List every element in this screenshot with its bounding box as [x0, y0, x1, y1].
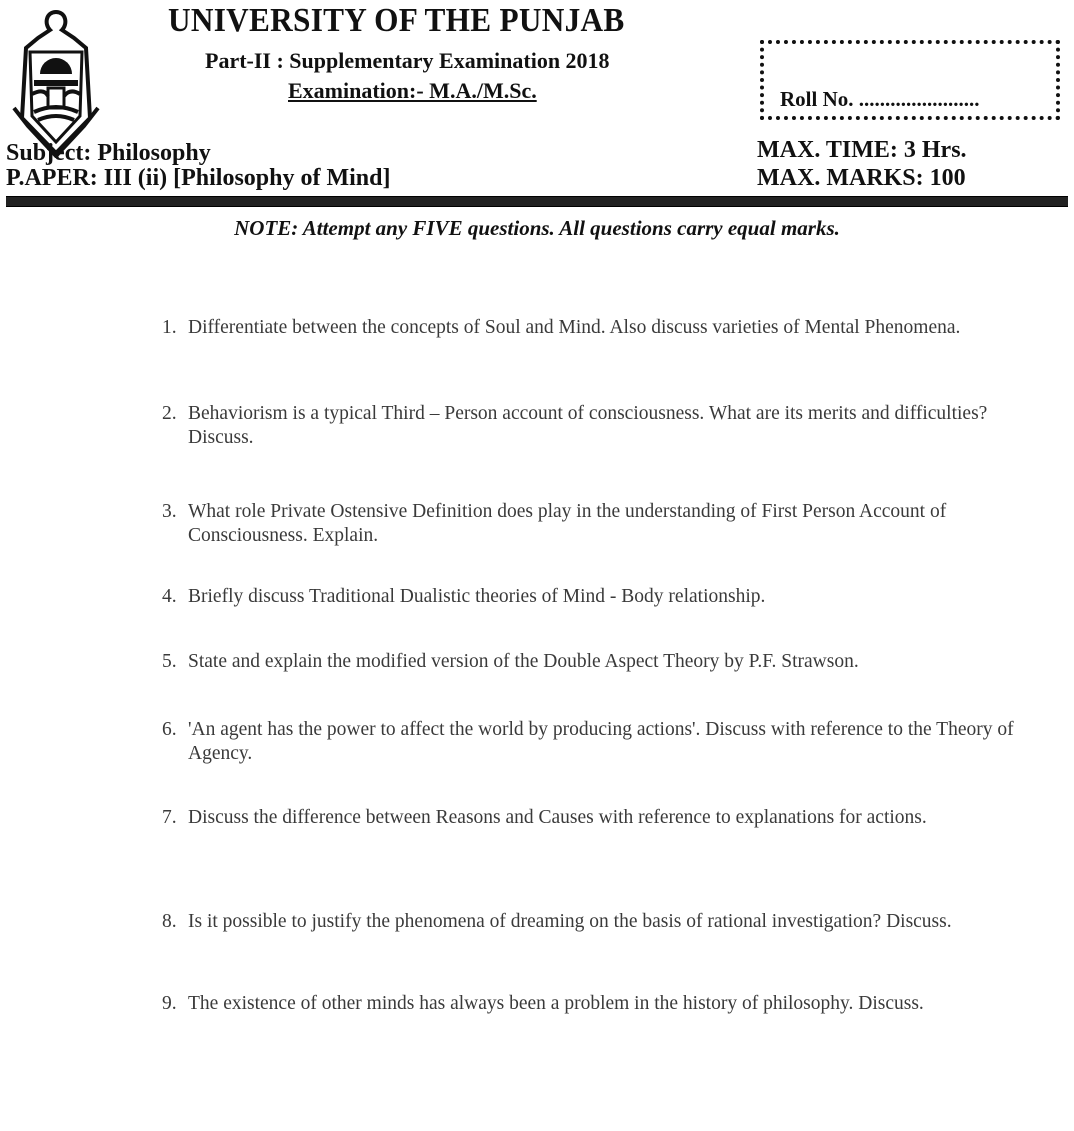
- question-text: What role Private Ostensive Definition does play in the understanding of First Person Account of Consciousness. Explain.: [188, 501, 947, 546]
- question-item: [162, 650, 1042, 674]
- question-item: [162, 500, 1042, 548]
- question-number: 7.: [162, 807, 177, 828]
- instructions-note: NOTE: Attempt any FIVE questions. All questions carry equal marks.: [234, 216, 840, 240]
- question-text: Discuss the difference between Reasons and Causes with reference to explanations for actions.: [188, 807, 927, 828]
- question-item: [162, 585, 1042, 609]
- question-number: 4.: [162, 586, 177, 607]
- question-number: 5.: [162, 651, 177, 672]
- question-number: 1.: [162, 317, 177, 338]
- question-item: [162, 402, 1042, 450]
- question-text: Is it possible to justify the phenomena of dreaming on the basis of rational investigation? Discuss.: [188, 911, 952, 932]
- question-number: 3.: [162, 501, 177, 522]
- question-text: Differentiate between the concepts of Soul and Mind. Also discuss varieties of Mental Phenomena.: [188, 317, 961, 338]
- examination-type: Examination:- M.A./M.Sc.: [288, 78, 537, 103]
- question-text: 'An agent has the power to affect the world by producing actions'. Discuss with reference to the Theory of Agency.: [188, 719, 1014, 764]
- question-text: The existence of other minds has always been a problem in the history of philosophy. Discuss.: [188, 993, 924, 1014]
- question-item: [162, 910, 1042, 934]
- question-number: 8.: [162, 911, 177, 932]
- subject: Subject: Philosophy: [6, 140, 211, 166]
- roll-number-label: Roll No. .......................: [780, 87, 980, 111]
- header-divider: [6, 196, 1068, 207]
- question-number: 2.: [162, 403, 177, 424]
- paper: P.APER: III (ii) [Philosophy of Mind]: [6, 165, 391, 191]
- question-item: [162, 806, 1042, 830]
- question-item: [162, 718, 1042, 766]
- question-text: State and explain the modified version of the Double Aspect Theory by P.F. Strawson.: [188, 651, 859, 672]
- question-text: Behaviorism is a typical Third – Person account of consciousness. What are its merits and difficulties? Discuss.: [188, 403, 988, 448]
- question-item: [162, 316, 1042, 340]
- max-time: MAX. TIME: 3 Hrs.: [757, 137, 967, 163]
- university-crest-logo: [8, 8, 104, 158]
- question-item: [162, 992, 1042, 1016]
- university-name: UNIVERSITY OF THE PUNJAB: [168, 2, 625, 39]
- question-number: 6.: [162, 719, 177, 740]
- question-number: 9.: [162, 993, 177, 1014]
- exam-part: Part-II : Supplementary Examination 2018: [205, 48, 610, 73]
- question-text: Briefly discuss Traditional Dualistic theories of Mind - Body relationship.: [188, 586, 766, 607]
- max-marks: MAX. MARKS: 100: [757, 165, 966, 191]
